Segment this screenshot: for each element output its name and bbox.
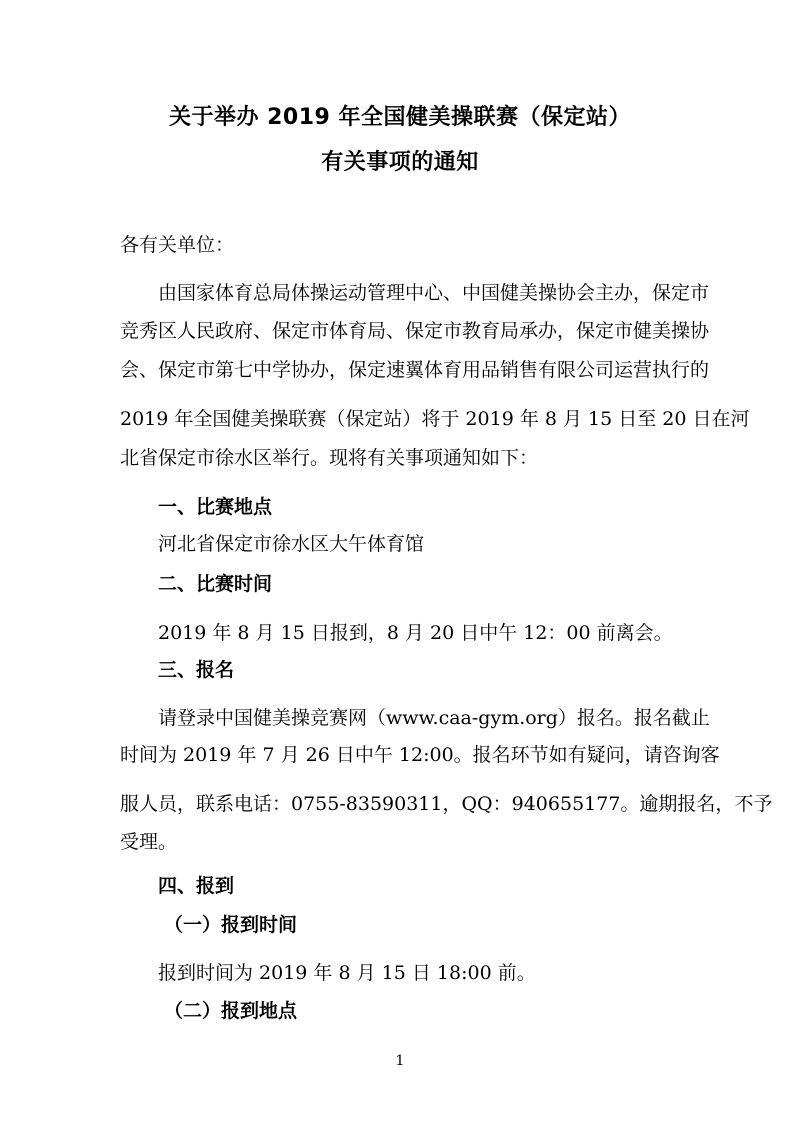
section-registration-heading: 三、报名	[158, 659, 235, 681]
checkin-time-text: 报到时间为 2019 年 8 月 15 日 18:00 前。	[158, 962, 536, 984]
intro-line: 北省保定市徐水区举行。现将有关事项通知如下：	[120, 447, 539, 469]
registration-line: 服人员，联系电话：0755-83590311，QQ：940655177。逾期报名，不予	[120, 793, 773, 815]
document-title-line-1: 关于举办 2019 年全国健美操联赛（保定站）	[168, 105, 632, 130]
document-title-line-2: 有关事项的通知	[321, 150, 479, 175]
section-time-text: 2019 年 8 月 15 日报到，8 月 20 日中午 12：00 前离会。	[158, 622, 673, 644]
page-number: 1	[395, 1053, 405, 1069]
section-venue-text: 河北省保定市徐水区大午体育馆	[158, 533, 425, 555]
section-checkin-heading: 四、报到	[158, 875, 235, 897]
intro-line: 2019 年全国健美操联赛（保定站）将于 2019 年 8 月 15 日至 20 日在河	[120, 408, 750, 430]
salutation: 各有关单位：	[120, 234, 235, 256]
registration-line: 时间为 2019 年 7 月 26 日中午 12:00。报名环节如有疑问，请咨询客	[120, 744, 720, 766]
intro-line: 由国家体育总局体操运动管理中心、中国健美操协会主办，保定市	[158, 282, 710, 304]
checkin-location-heading: （二）报到地点	[164, 1000, 298, 1022]
intro-line: 会、保定市第七中学协办，保定速翼体育用品销售有限公司运营执行的	[120, 359, 710, 381]
checkin-time-heading: （一）报到时间	[164, 914, 298, 936]
registration-line: 请登录中国健美操竞赛网（www.caa-gym.org）报名。报名截止	[158, 707, 710, 729]
registration-line: 受理。	[120, 831, 178, 853]
section-time-heading: 二、比赛时间	[158, 573, 273, 595]
intro-line: 竞秀区人民政府、保定市体育局、保定市教育局承办，保定市健美操协	[120, 320, 710, 342]
section-venue-heading: 一、比赛地点	[158, 496, 273, 518]
